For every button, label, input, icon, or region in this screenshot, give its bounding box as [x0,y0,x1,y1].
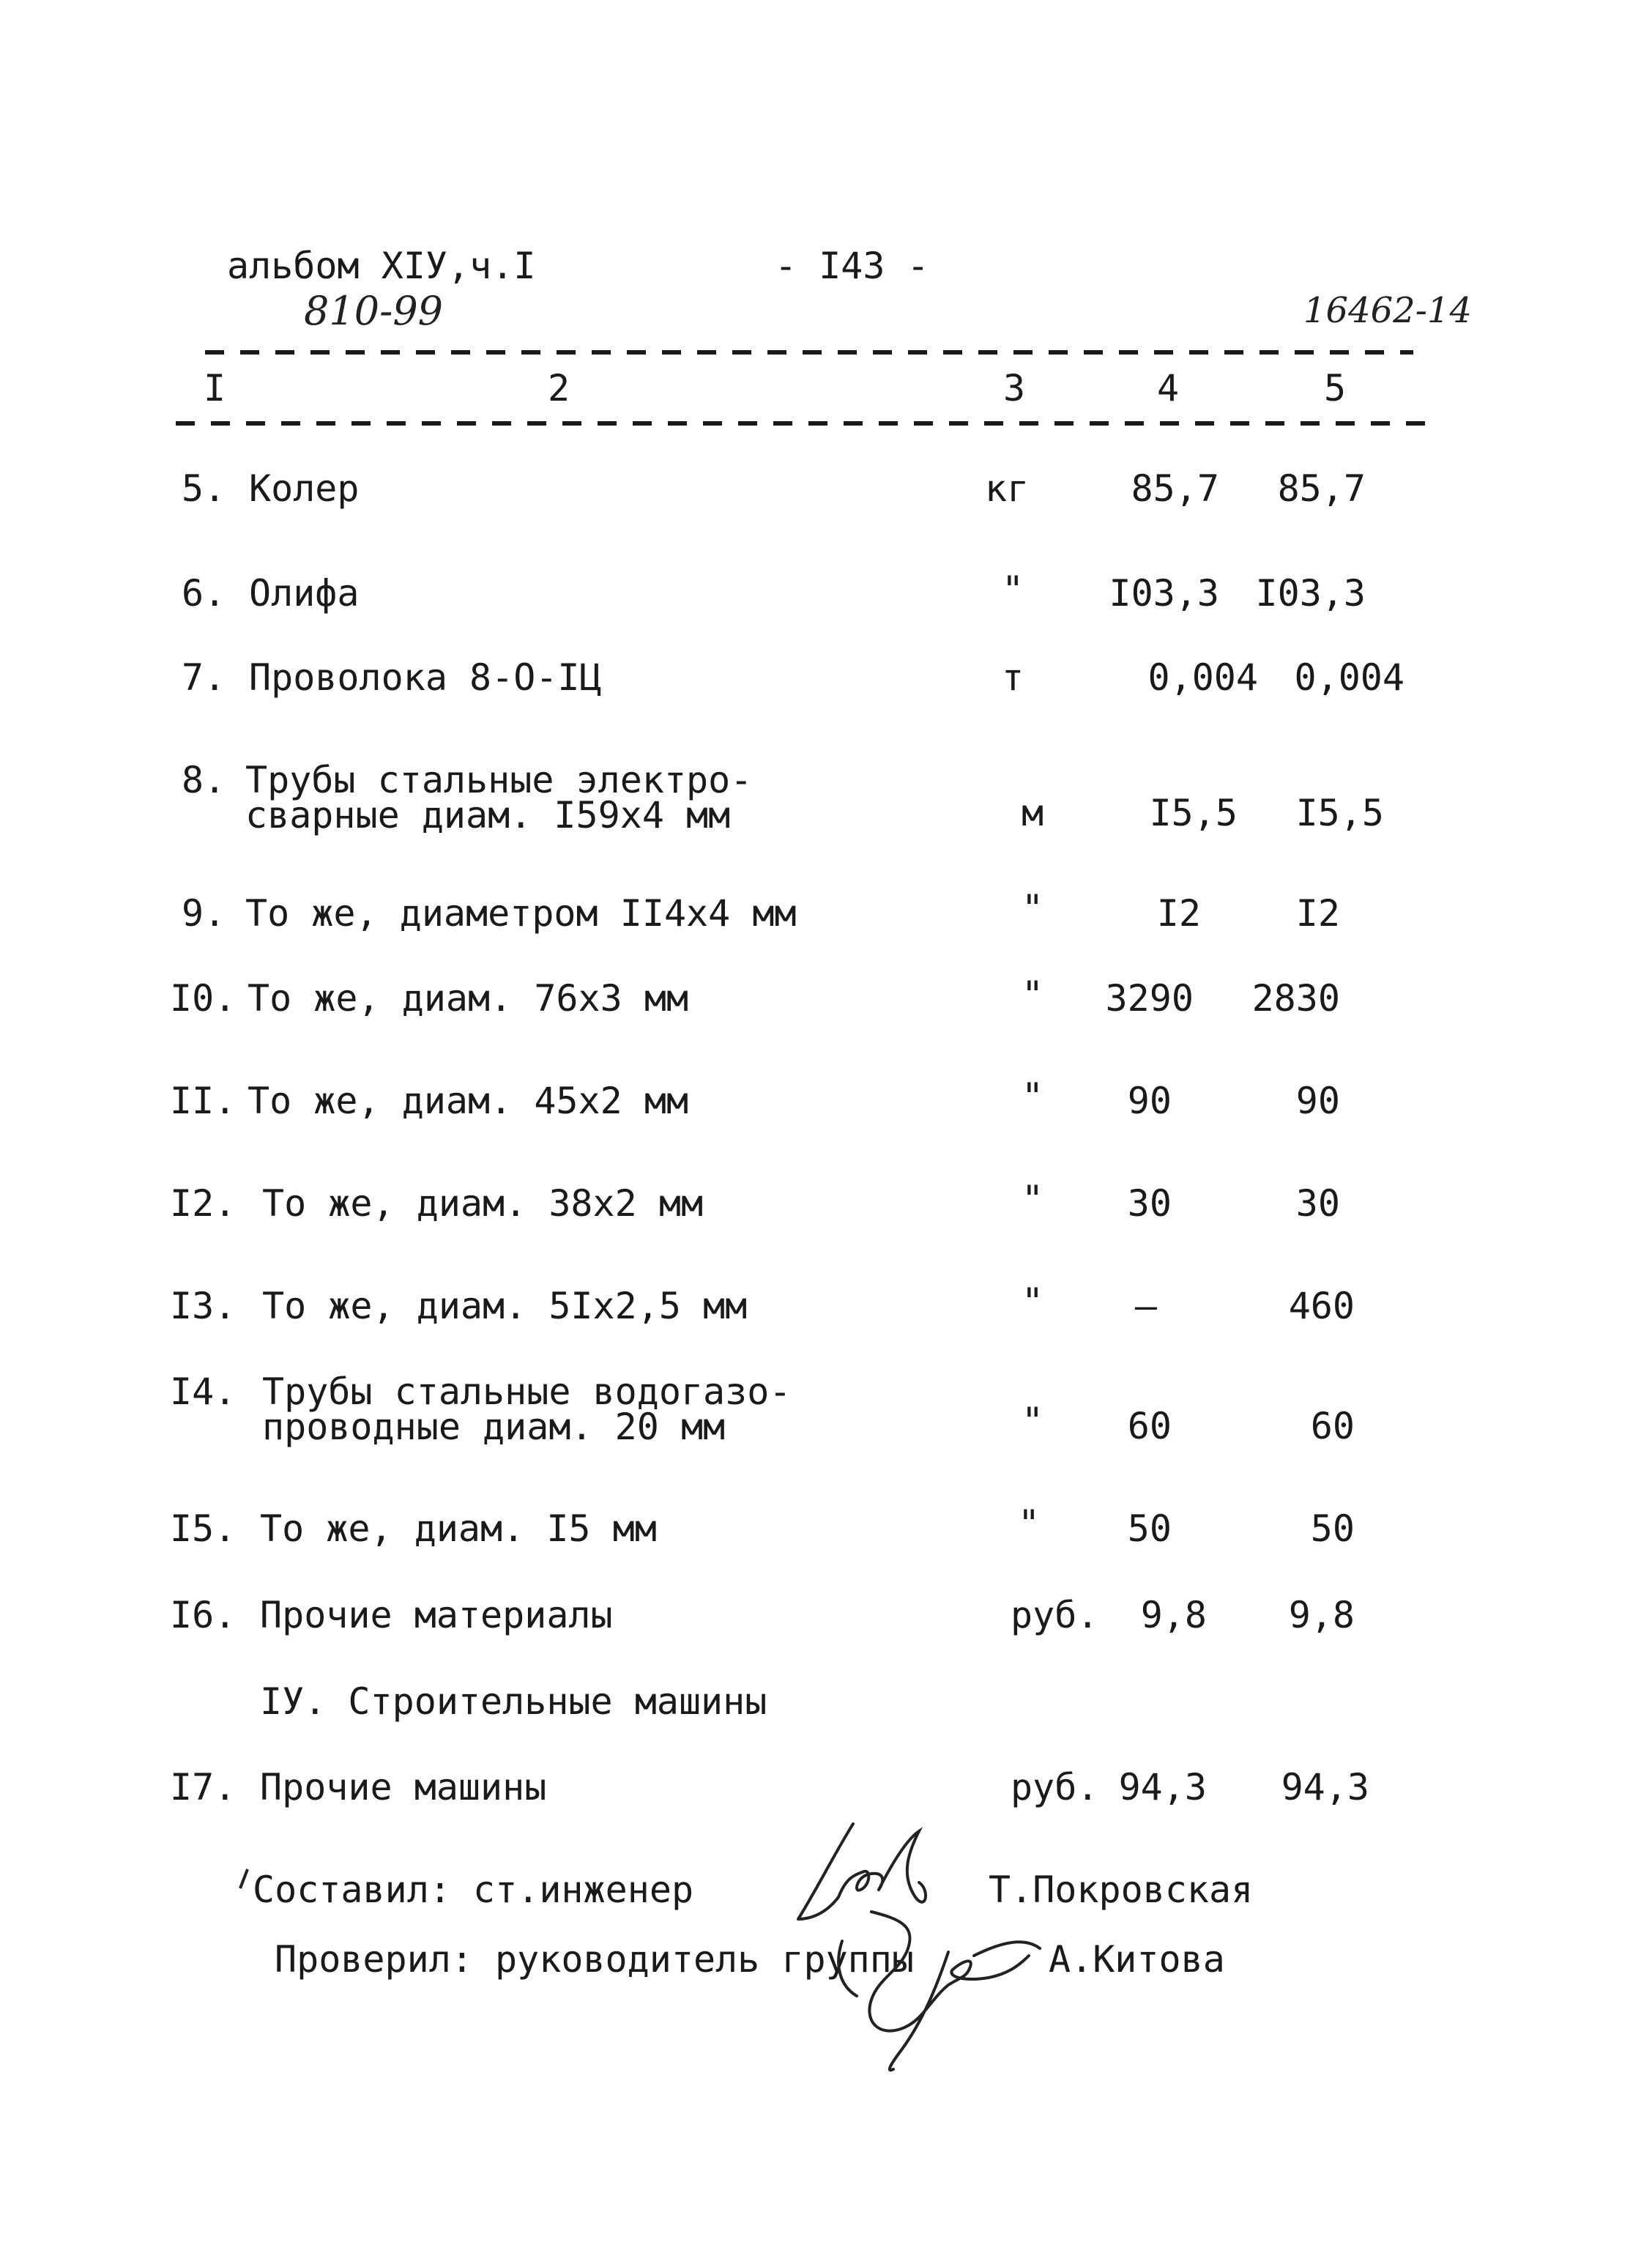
row-unit: м [1022,792,1044,834]
row-col4: 85,7 [1131,467,1219,510]
row-col5: 85,7 [1277,467,1366,510]
row-unit: " [1022,1075,1044,1118]
column-header-1: I [204,367,226,409]
compiled-by-name: Т.Покровская [989,1869,1254,1911]
row-col5: I5,5 [1295,792,1384,834]
row-col5: 90 [1295,1080,1340,1122]
tick-mark-icon [234,1866,252,1896]
row-number: I6. [170,1594,237,1636]
row-name-cont: проводные диам. 20 мм [262,1406,726,1448]
row-number: I3. [170,1285,237,1327]
row-name: Проволока 8-О-IЦ [249,656,602,699]
row-col5: I2 [1295,892,1340,935]
row-col4: I2 [1156,892,1201,935]
doc-code-left: 810-99 [304,288,444,334]
row-name: То же, диам. 5Iх2,5 мм [262,1285,748,1327]
signature-checked [820,1897,1054,2080]
row-number: I0. [170,977,237,1020]
row-col5: I03,3 [1255,572,1366,615]
row-name: То же, диам. I5 мм [260,1507,657,1550]
album-label: альбом XIУ,ч.I [227,245,536,287]
row-number: II. [170,1080,237,1122]
row-col4: 9,8 [1140,1594,1207,1636]
row-col4: 60 [1127,1405,1172,1447]
row-col5: 94,3 [1281,1766,1369,1808]
row-col5: 30 [1295,1182,1340,1225]
checked-by-label: Проверил: руководитель группы [275,1938,914,1981]
row-name: То же, диам. 45х2 мм [248,1080,689,1122]
row-number: 8. [182,759,226,801]
row-unit: " [1022,1400,1044,1442]
row-name: Прочие машины [260,1766,547,1808]
row-number: 5. [182,467,226,510]
column-header-3: 3 [1003,367,1026,409]
row-unit: кг [985,467,1030,510]
row-name: То же, диаметром II4х4 мм [245,892,797,935]
row-col4: 50 [1127,1507,1172,1550]
row-name-cont: сварные диам. I59х4 мм [245,794,731,836]
row-unit: " [1022,887,1044,930]
row-unit: т [1002,656,1024,699]
row-number: 7. [182,656,226,699]
column-header-4: 4 [1157,367,1180,409]
row-name: Трубы стальные электро- [245,759,753,801]
compiled-by-label: Составил: ст.инженер [253,1869,694,1911]
header-rule-top [205,350,1413,355]
doc-code-right: 16462-14 [1303,290,1472,331]
header-rule-bottom [176,421,1435,426]
row-number: I7. [170,1766,237,1808]
row-name: Трубы стальные водогазо- [262,1370,792,1413]
row-col5: 60 [1310,1405,1355,1447]
row-number: 9. [182,892,226,935]
row-name: Колер [249,467,360,510]
row-col5: 460 [1288,1285,1355,1327]
row-unit: " [1022,1280,1044,1323]
row-col4: – [1134,1285,1157,1327]
row-number: I2. [170,1182,237,1225]
row-col4: 94,3 [1118,1766,1207,1808]
column-header-5: 5 [1324,367,1347,409]
row-name: То же, диам. 38х2 мм [262,1182,704,1225]
row-unit: " [1002,568,1024,611]
row-col5: 2830 [1251,977,1340,1020]
row-unit: " [1022,973,1044,1016]
column-header-2: 2 [548,367,570,409]
row-col4: 90 [1127,1080,1172,1122]
row-number: I4. [170,1370,237,1413]
row-unit: руб. [1011,1766,1099,1808]
row-col5: 0,004 [1294,656,1404,699]
row-name: То же, диам. 76х3 мм [248,977,689,1020]
row-unit: " [1022,1178,1044,1220]
row-name: Олифа [249,572,360,615]
row-name: Прочие материалы [260,1594,613,1636]
row-col4: 3290 [1105,977,1194,1020]
row-col4: 30 [1127,1182,1172,1225]
row-unit: " [1018,1502,1041,1545]
checked-by-name: А.Китова [1049,1938,1225,1981]
row-number: 6. [182,572,226,615]
row-number: I5. [170,1507,237,1550]
row-col5: 9,8 [1288,1594,1355,1636]
row-col4: 0,004 [1147,656,1258,699]
row-col4: I03,3 [1109,572,1219,615]
row-col4: I5,5 [1149,792,1238,834]
section-heading: IУ. Строительные машины [260,1680,767,1723]
page-number: - I43 - [775,245,929,287]
row-unit: руб. [1011,1594,1099,1636]
row-col5: 50 [1310,1507,1355,1550]
